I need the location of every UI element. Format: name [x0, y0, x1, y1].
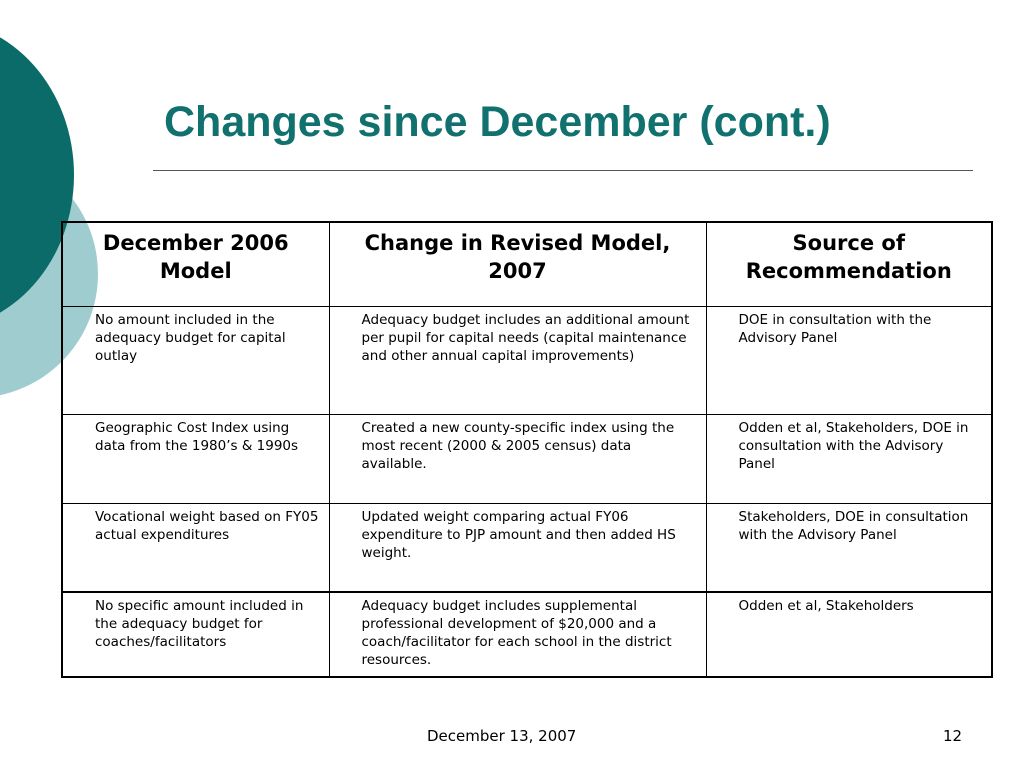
table-row [62, 592, 992, 677]
header-december-2006-model: December 2006 Model [62, 222, 329, 306]
table-cell: No specific amount included in the adequacy budget for coaches/facilitators [62, 592, 329, 677]
table-row [62, 503, 992, 592]
table-cell: Odden et al, Stakeholders [706, 592, 992, 677]
table-cell: Geographic Cost Index using data from the 1980’s & 1990s [62, 414, 329, 503]
table-cell: Adequacy budget includes an additional amount per pupil for capital needs (capital maintenance and other annual capital improvements) [329, 306, 706, 414]
footer-date: December 13, 2007 [427, 727, 577, 745]
title-divider [153, 170, 973, 171]
table-cell: No amount included in the adequacy budget for capital outlay [62, 306, 329, 414]
slide-title: Changes since December (cont.) [164, 98, 831, 146]
table-cell: Vocational weight based on FY05 actual expenditures [62, 503, 329, 592]
table-cell: Stakeholders, DOE in consultation with the Advisory Panel [706, 503, 992, 592]
table-header-row [62, 222, 992, 306]
changes-table [61, 221, 993, 678]
header-change-in-revised-model: Change in Revised Model, 2007 [329, 222, 706, 306]
table-cell: DOE in consultation with the Advisory Panel [706, 306, 992, 414]
header-source-of-recommendation: Source of Recommendation [706, 222, 992, 306]
table-cell: Updated weight comparing actual FY06 expenditure to PJP amount and then added HS weight. [329, 503, 706, 592]
page-number: 12 [943, 727, 963, 745]
table-row [62, 414, 992, 503]
table-cell: Created a new county-specific index using the most recent (2000 & 2005 census) data available. [329, 414, 706, 503]
table-cell: Odden et al, Stakeholders, DOE in consultation with the Advisory Panel [706, 414, 992, 503]
table-cell: Adequacy budget includes supplemental professional development of $20,000 and a coach/facilitator for each school in the district resources. [329, 592, 706, 677]
table-row [62, 306, 992, 414]
